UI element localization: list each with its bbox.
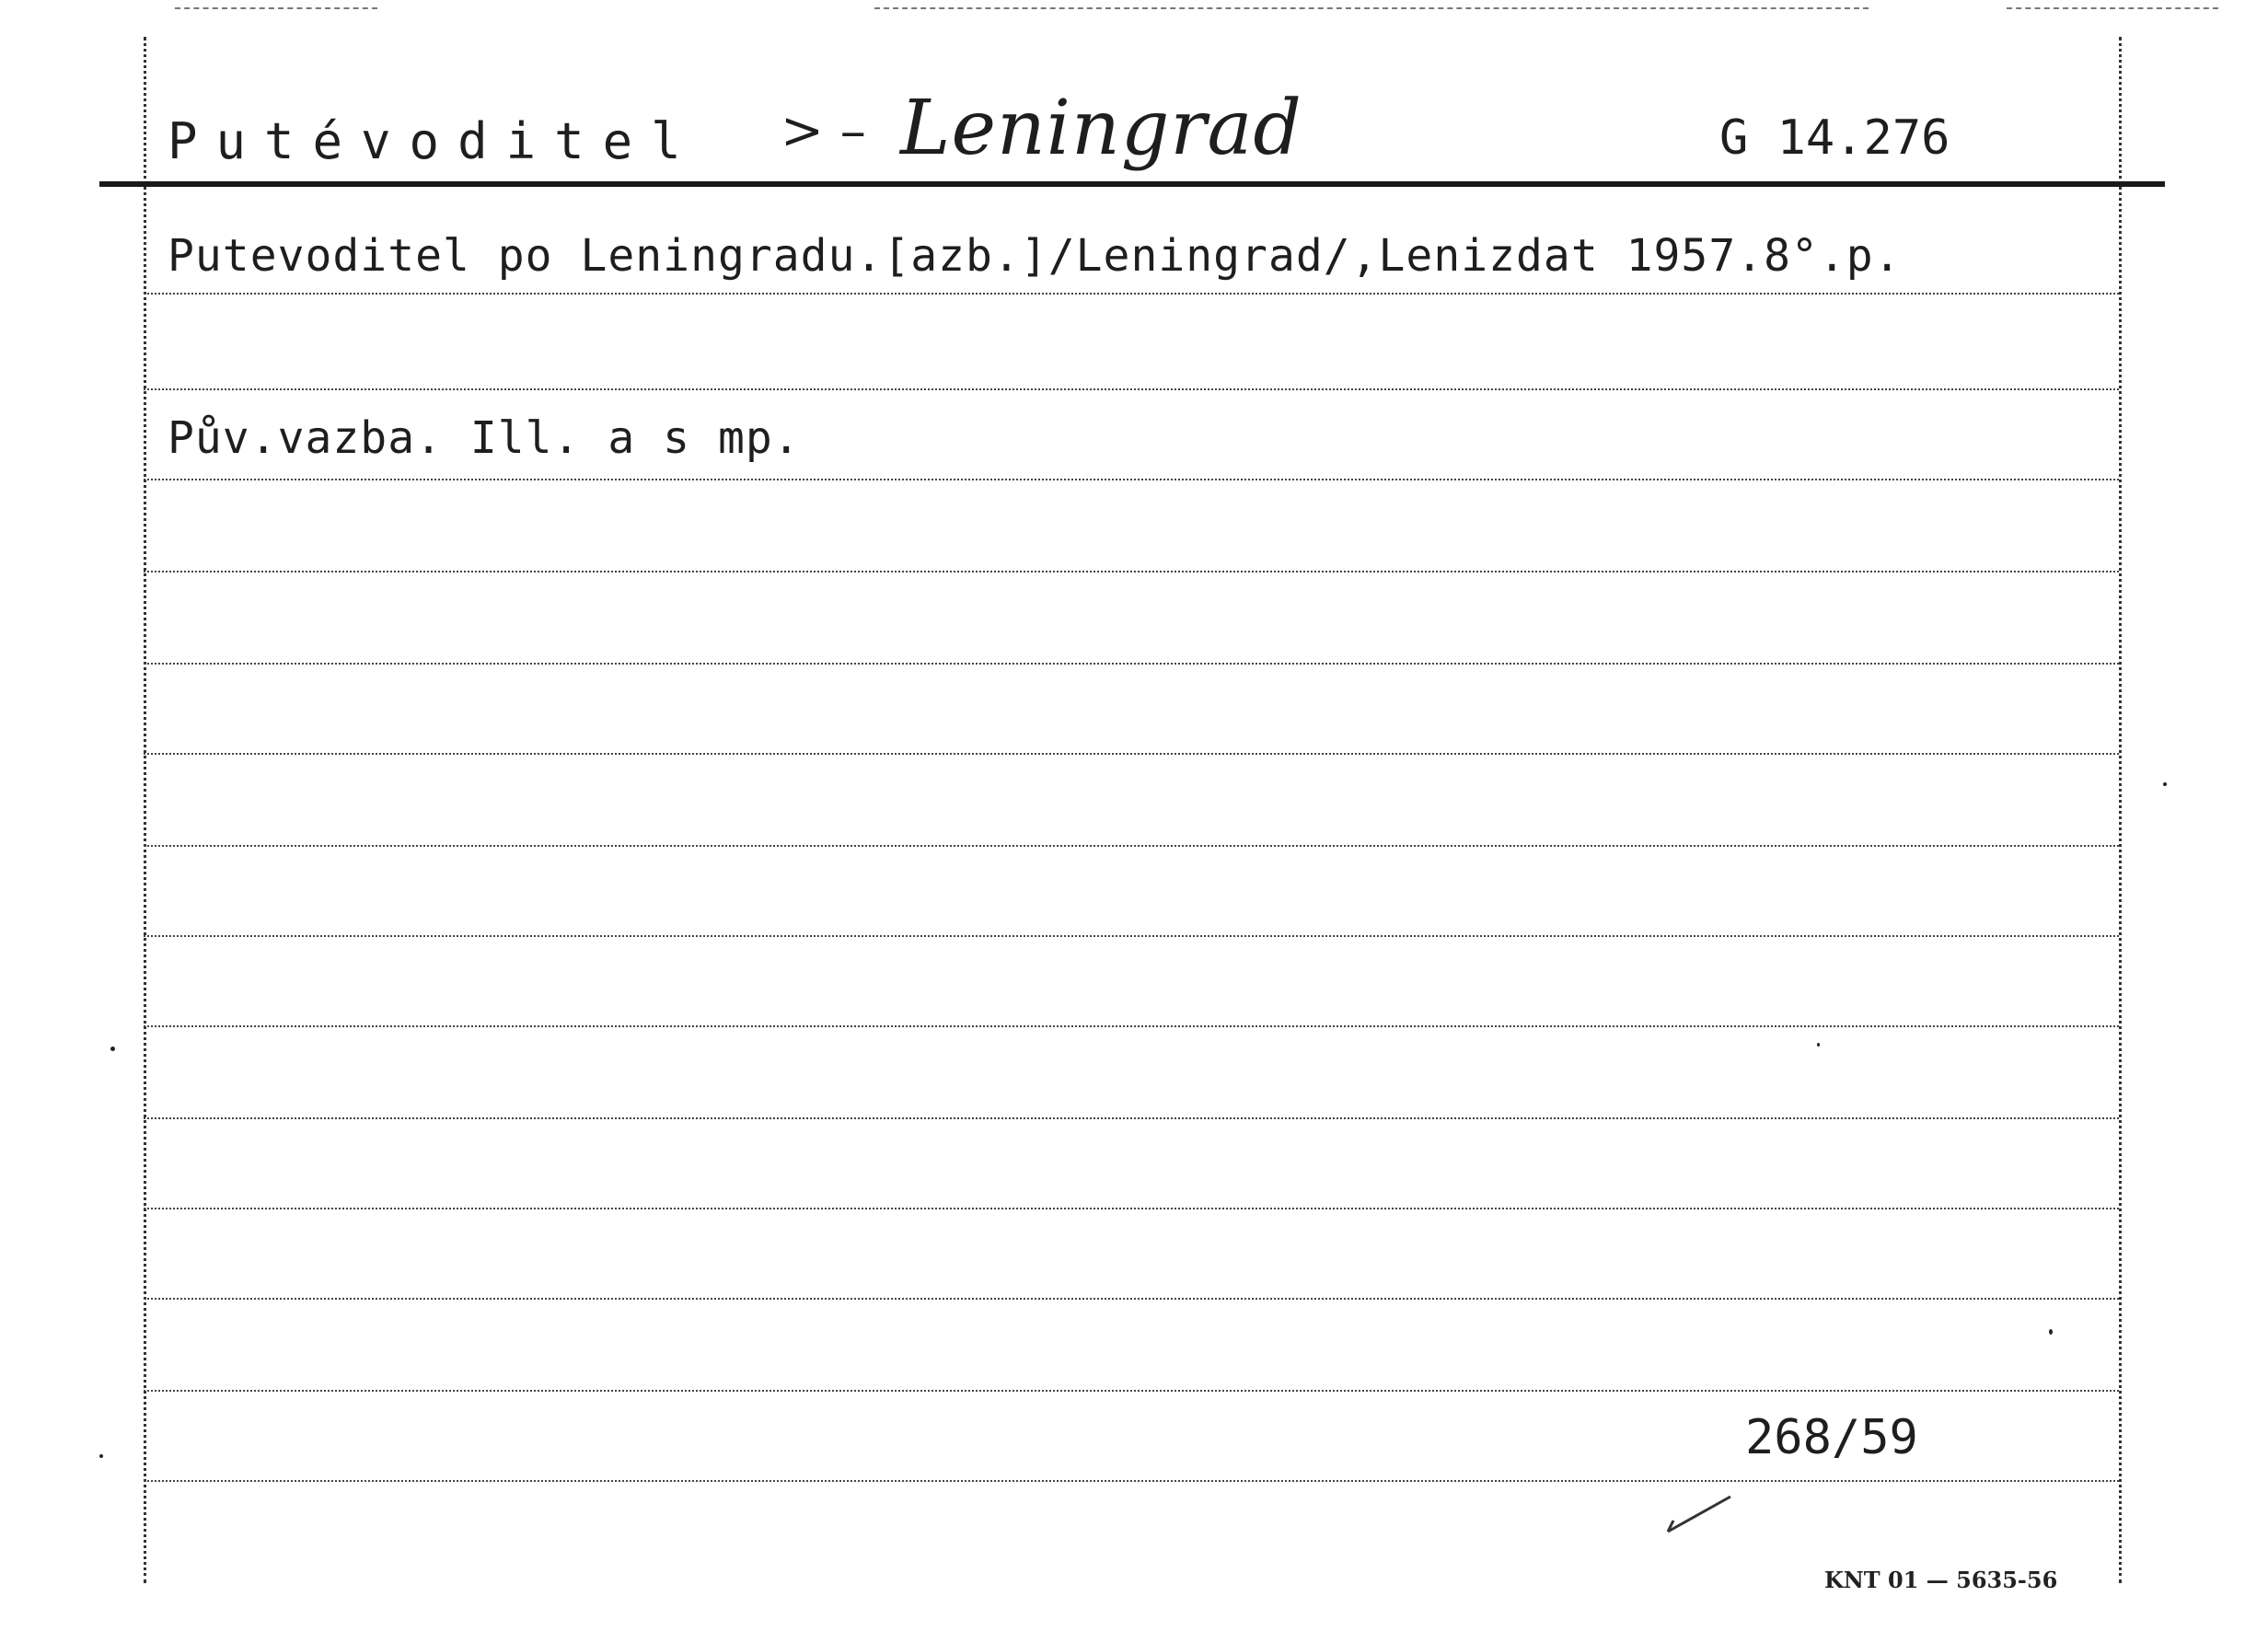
ruled-line <box>144 1025 2119 1027</box>
shelf-mark: G 14.276 <box>1719 110 1950 166</box>
right-margin-line <box>2119 37 2122 1583</box>
physical-description-note: Pův.vazba. Ill. a s mp. <box>168 412 801 464</box>
heading-rule <box>99 181 2165 187</box>
ruled-line <box>144 1298 2119 1300</box>
top-edge-marks <box>2007 7 2218 9</box>
left-margin-line <box>144 37 146 1583</box>
ruled-line <box>144 1117 2119 1119</box>
ruled-line <box>144 935 2119 937</box>
scan-speck <box>1817 1043 1820 1047</box>
ruled-line <box>144 1390 2119 1392</box>
check-mark-icon <box>1666 1480 1758 1535</box>
scan-speck <box>99 1454 103 1458</box>
ruled-line <box>144 753 2119 755</box>
top-edge-marks <box>175 7 377 9</box>
ruled-line <box>144 571 2119 573</box>
ruled-line <box>144 845 2119 847</box>
ruled-line <box>144 479 2119 480</box>
top-edge-marks <box>874 7 1869 9</box>
ruled-line <box>144 293 2119 295</box>
ruled-line <box>144 1208 2119 1209</box>
footer-imprint: KNT 01 — 5635-56 <box>1824 1567 2058 1593</box>
scan-speck <box>110 1047 115 1051</box>
ruled-line <box>144 388 2119 390</box>
scan-speck <box>2049 1329 2053 1335</box>
heading-handwritten-subject: Leningrad <box>900 85 1302 172</box>
accession-number: 268/59 <box>1745 1410 1918 1465</box>
ruled-line <box>144 1480 2119 1482</box>
heading-connector: > – <box>781 101 866 161</box>
heading-title: Putévoditel <box>168 112 700 170</box>
ruled-line <box>144 663 2119 665</box>
scan-speck <box>2163 782 2167 786</box>
bibliographic-citation: Putevoditel po Leningradu.[azb.]/Leningrad/,Lenizdat 1957.8°.p. <box>168 230 1902 282</box>
